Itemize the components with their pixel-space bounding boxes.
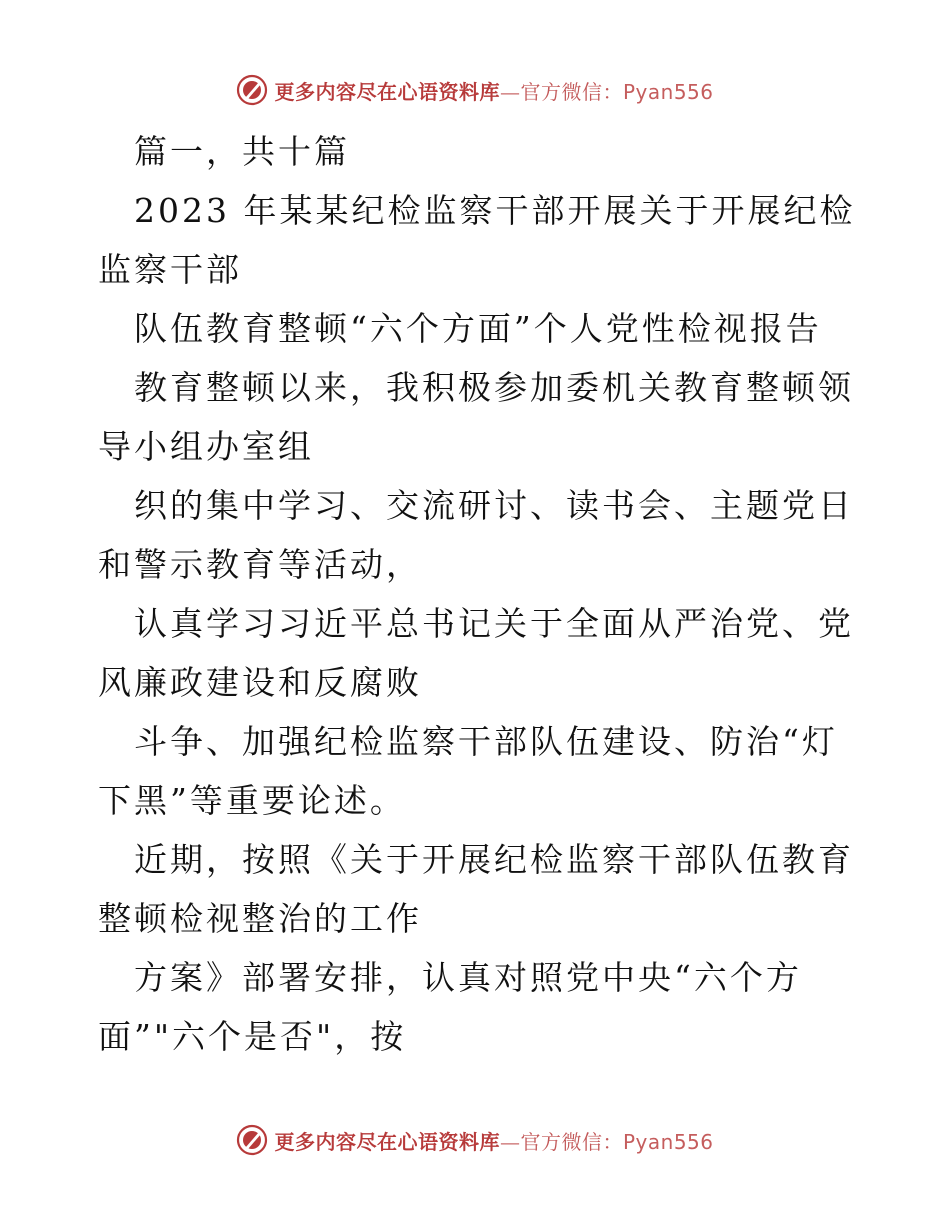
paragraph: 教育整顿以来，我积极参加委机关教育整顿领导小组办室组 [98, 368, 854, 466]
paragraph: 斗争、加强纪检监察干部队伍建设、防治“灯下黑”等重要论述。 [98, 722, 838, 820]
banner-text [274, 76, 713, 105]
banner-dash: — [499, 1129, 521, 1154]
banner-official-label: 官方微信： [520, 1129, 623, 1154]
quill-seal-icon [236, 1124, 268, 1156]
banner-wechat-id: Pyan556 [622, 1129, 714, 1154]
banner-dash: — [499, 79, 521, 104]
banner-brand-text: 更多内容尽在心语资料库 [274, 1129, 500, 1154]
document-body [98, 122, 858, 1066]
paragraph: 队伍教育整顿“六个方面”个人党性检视报告 [134, 309, 822, 348]
banner-brand-text: 更多内容尽在心语资料库 [274, 79, 500, 104]
paragraph: 认真学习习近平总书记关于全面从严治党、党风廉政建设和反腐败 [98, 604, 854, 702]
paragraph: 2023 年某某纪检监察干部开展关于开展纪检监察干部 [98, 191, 856, 289]
paragraph: 织的集中学习、交流研讨、读书会、主题党日和警示教育等活动， [98, 486, 854, 584]
paragraph: 近期，按照《关于开展纪检监察干部队伍教育整顿检视整治的工作 [98, 840, 854, 938]
banner-wechat-id: Pyan556 [622, 79, 714, 104]
header-banner [0, 70, 950, 110]
footer-banner [0, 1120, 950, 1160]
banner-text [274, 1126, 713, 1155]
paragraph: 方案》部署安排，认真对照党中央“六个方面”"六个是否"，按 [98, 958, 802, 1056]
quill-seal-icon [236, 74, 268, 106]
banner-official-label: 官方微信： [520, 79, 623, 104]
paragraph: 篇一，共十篇 [134, 132, 350, 171]
